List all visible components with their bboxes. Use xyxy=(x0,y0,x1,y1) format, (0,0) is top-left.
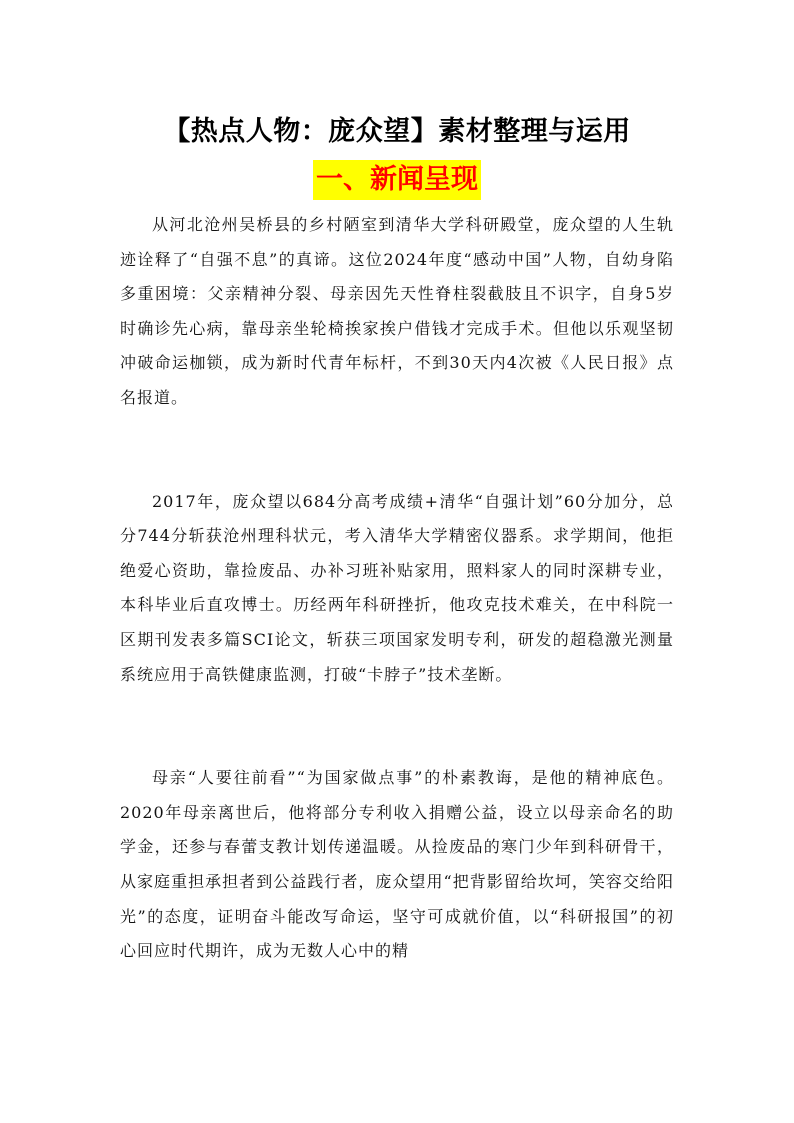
section-heading: 一、新闻呈现 xyxy=(313,160,481,200)
paragraph-3: 母亲“人要往前看”“为国家做点事”的朴素教诲，是他的精神底色。2020年母亲离世后，他将部分专利收入捐赠公益，设立以母亲命名的助学金，还参与春蕾支教计划传递温暖。从捡废品的寒门少年到科研骨干，从家庭重担承担者到公益践行者，庞众望用“把背影留给坎坷，笑容交给阳光”的态度，证明奋斗能改写命运，坚守可成就价值，以“科研报国”的初心回应时代期许，成为无数人心中的精 xyxy=(120,768,674,961)
paragraph-spacer xyxy=(120,416,674,485)
document-title: 【热点人物：庞众望】素材整理与运用 xyxy=(163,116,631,147)
section-heading-container xyxy=(0,160,794,200)
article-body xyxy=(120,208,674,969)
paragraph-2: 2017年，庞众望以684分高考成绩+清华“自强计划”60分加分，总分744分斩获沧州理科状元，考入清华大学精密仪器系。求学期间，他拒绝爱心资助，靠捡废品、办补习班补贴家用，照料家人的同时深耕专业，本科毕业后直攻博士。历经两年科研挫折，他攻克技术难关，在中科院一区期刊发表多篇SCI论文，斩获三项国家发明专利，研发的超稳激光测量系统应用于高铁健康监测，打破“卡脖子”技术垄断。 xyxy=(120,491,674,684)
paragraph-spacer xyxy=(120,692,674,761)
paragraph-1: 从河北沧州吴桥县的乡村陋室到清华大学科研殿堂，庞众望的人生轨迹诠释了“自强不息”的真谛。这位2024年度“感动中国”人物，自幼身陷多重困境：父亲精神分裂、母亲因先天性脊柱裂截肢且不识字，自身5岁时确诊先心病，靠母亲坐轮椅挨家挨户借钱才完成手术。但他以乐观坚韧冲破命运枷锁，成为新时代青年标杆，不到30天内4次被《人民日报》点名报道。 xyxy=(120,215,674,407)
